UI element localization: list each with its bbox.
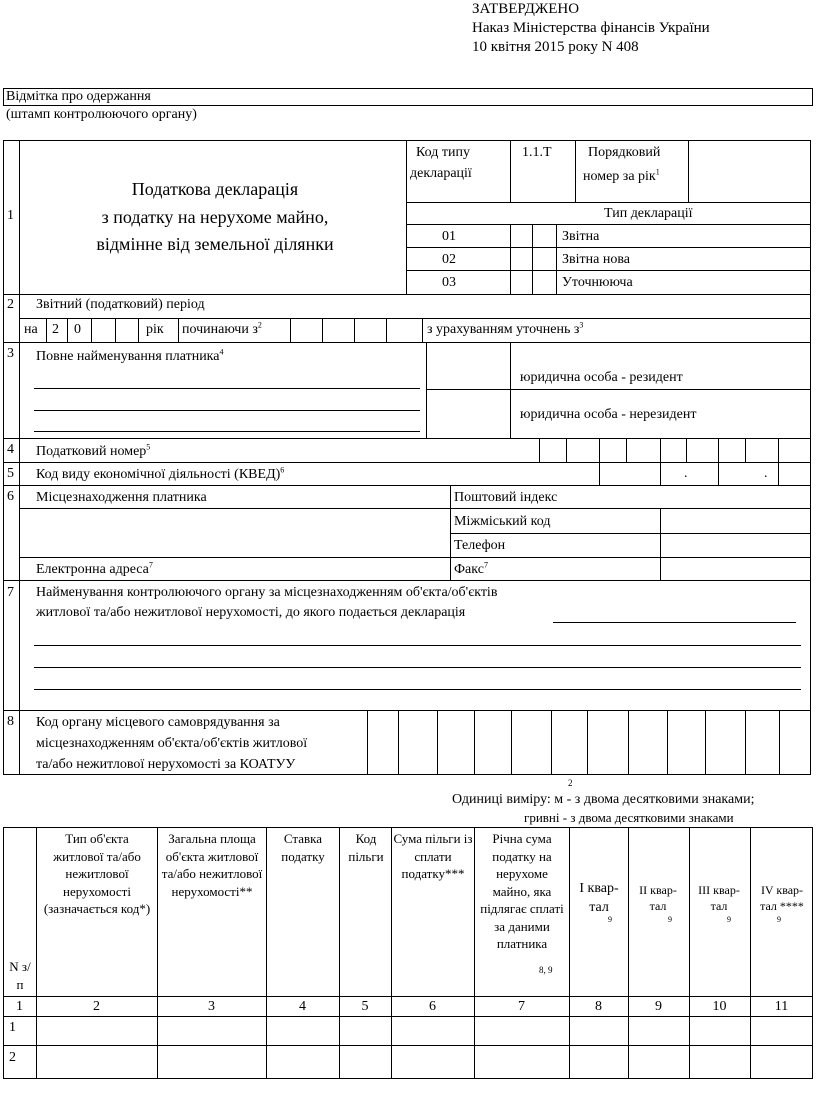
code-type-label-1: Код типу	[416, 145, 470, 160]
hline	[3, 462, 811, 463]
section-5-number: 5	[7, 466, 14, 481]
header-q2: II квар-тал	[639, 883, 677, 914]
divider	[511, 710, 512, 775]
hline	[3, 485, 811, 486]
hline	[3, 438, 811, 439]
header-q1: I квар-тал	[579, 881, 619, 915]
header-q4: IV квар-тал ****	[760, 883, 804, 914]
annual-sup: 8, 9	[539, 965, 553, 975]
col-num-3: 3	[208, 999, 215, 1014]
divider	[575, 140, 576, 202]
start-label: починаючи $з^2$	[182, 320, 262, 337]
ordinal-number-field[interactable]	[692, 146, 810, 194]
hline	[3, 996, 813, 997]
table-row: 1	[9, 1020, 16, 1035]
receipt-label: Відмітка про одержання	[6, 89, 151, 104]
divider	[290, 318, 291, 342]
divider	[667, 710, 668, 775]
kved-dot-1: .	[684, 466, 688, 481]
control-body-line2: житлової та/або нежитлової нерухомості, до якого подається декларація	[36, 605, 466, 620]
type-name-03: Уточнююча	[562, 275, 633, 290]
declaration-title-1: Податкова декларація	[131, 179, 299, 199]
hline	[19, 508, 811, 509]
divider	[551, 710, 552, 775]
period-na: на	[24, 322, 38, 337]
hline	[450, 533, 811, 534]
period-label: Звітний (податковий) період	[36, 297, 205, 312]
divider	[510, 140, 511, 202]
divider	[599, 438, 600, 462]
hline	[3, 710, 811, 711]
hline	[406, 224, 811, 225]
divider	[628, 710, 629, 775]
section-4-number: 4	[7, 442, 14, 457]
divider	[67, 318, 68, 342]
col-num-6: 6	[429, 999, 436, 1014]
location-label: Місцезнаходження платника	[36, 490, 207, 505]
fax-label: Факс$^7$	[454, 560, 488, 577]
approval-order: Наказ Міністерства фінансів України	[472, 20, 710, 36]
divider	[688, 140, 689, 202]
divider	[178, 318, 179, 342]
divider	[556, 224, 557, 294]
divider	[718, 438, 719, 462]
divider	[437, 710, 438, 775]
col-divider	[339, 827, 340, 1079]
postal-label: Поштовий індекс	[454, 490, 558, 505]
name-underline[interactable]	[34, 388, 420, 389]
col-divider	[266, 827, 267, 1079]
hline	[406, 247, 811, 248]
col-num-8: 8	[595, 999, 602, 1014]
name-underline[interactable]	[34, 410, 420, 411]
section-2-number: 2	[7, 297, 14, 312]
divider	[779, 710, 780, 775]
control-body-line1: Найменування контролюючого органу за місцезнаходженням об'єкта/об'єктів	[36, 585, 498, 600]
divider	[587, 710, 588, 775]
code-type-value: 1.1.Т	[522, 145, 552, 160]
q3-sup: 9	[727, 915, 731, 924]
divider	[532, 224, 533, 294]
header-q3: III квар-тал	[698, 883, 740, 914]
koatuu-line1: Код органу місцевого самоврядування за	[36, 715, 280, 730]
divider	[138, 318, 139, 342]
divider	[322, 318, 323, 342]
phone-label: Телефон	[454, 538, 506, 553]
divider	[705, 710, 706, 775]
header-type: Тип об'єкта житлової та/або нежитлової нерухомості (зазначається код*)	[43, 831, 151, 917]
divider	[718, 462, 719, 485]
col-divider	[474, 827, 475, 1079]
ordinal-label-1: Порядковий	[588, 145, 661, 160]
divider	[386, 318, 387, 342]
divider	[510, 224, 511, 294]
divider	[367, 710, 368, 775]
col-divider	[750, 827, 751, 1079]
table-row: 2	[9, 1050, 16, 1065]
divider	[686, 438, 687, 462]
divider	[660, 438, 661, 462]
resident-option: юридична особа - резидент	[520, 370, 683, 385]
col-num-5: 5	[361, 999, 369, 1014]
hline	[3, 342, 811, 343]
header-rate: Ставка податку	[281, 831, 325, 864]
header-area: Загальна площа об'єкта житлової та/або нежитлової нерухомості**	[161, 831, 263, 899]
q2-sup: 9	[668, 915, 672, 924]
tax-number-label: Податковий номер$^5$	[36, 442, 151, 459]
q1-sup: 9	[608, 915, 612, 924]
payer-name-label: Повне найменування платника$^4$	[36, 347, 224, 364]
section-1-number: 1	[7, 208, 14, 223]
divider	[398, 710, 399, 775]
divider	[426, 342, 427, 438]
col-divider	[689, 827, 690, 1079]
divider	[566, 438, 567, 462]
year-digit-1[interactable]: 2	[52, 322, 59, 337]
col-num-1: 1	[16, 999, 23, 1014]
koatuu-line3: та/або нежитлової нерухомості за КОАТУУ	[36, 757, 296, 772]
col-divider	[157, 827, 158, 1079]
type-code-03: 03	[442, 275, 456, 290]
divider	[626, 438, 627, 462]
section-7-number: 7	[7, 585, 14, 600]
divider	[745, 710, 746, 775]
units-line1: Одиниці виміру: м - з двома десятковими знаками;	[452, 792, 755, 807]
year-digit-2[interactable]: 0	[74, 322, 81, 337]
header-benefit-code: Код пільги	[348, 831, 384, 864]
hline	[3, 1016, 813, 1017]
control-body-underline[interactable]	[34, 689, 801, 690]
divider	[46, 318, 47, 342]
name-underline[interactable]	[34, 431, 420, 432]
q4-sup: 9	[777, 915, 781, 924]
hline	[426, 389, 811, 390]
declaration-title-2: з податку на нерухоме майно,	[101, 207, 329, 227]
type-name-02: Звітна нова	[562, 252, 630, 267]
section-6-number: 6	[7, 489, 14, 504]
hline	[406, 270, 811, 271]
decl-type-label: Тип декларації	[604, 206, 693, 221]
col-divider	[36, 827, 37, 1079]
divider	[354, 318, 355, 342]
divider	[599, 462, 600, 485]
intercity-label: Міжміський код	[454, 514, 551, 529]
col-num-7: 7	[518, 999, 525, 1014]
divider	[539, 438, 540, 462]
nonresident-option: юридична особа - нерезидент	[520, 407, 697, 422]
col-num-4: 4	[299, 999, 306, 1014]
receipt-stamp: (штамп контролюючого органу)	[6, 107, 197, 122]
divider	[660, 508, 661, 580]
divider	[91, 318, 92, 342]
clarif-label: з урахуванням уточнень $з^3$	[427, 320, 584, 337]
divider	[510, 342, 511, 438]
period-rik: рік	[146, 322, 164, 337]
control-body-underline[interactable]	[34, 645, 801, 646]
hline	[406, 202, 811, 203]
section-8-number: 8	[7, 714, 14, 729]
col-num-11: 11	[774, 999, 789, 1014]
divider	[115, 318, 116, 342]
approval-date: 10 квітня 2015 року N 408	[472, 39, 639, 55]
control-body-underline[interactable]	[553, 622, 796, 623]
col-num-2: 2	[93, 999, 100, 1014]
ordinal-label-2: номер за рік$^1$	[583, 167, 660, 184]
code-type-label-2: декларації	[410, 166, 472, 181]
section-3-number: 3	[7, 346, 14, 361]
kved-label: Код виду економічної діяльності (КВЕД)$^6$	[36, 465, 285, 482]
units-line2: гривні - з двома десятковими знаками	[524, 810, 734, 825]
hline	[3, 580, 811, 581]
approval-title: ЗАТВЕРДЖЕНО	[472, 1, 580, 17]
type-name-01: Звітна	[562, 229, 600, 244]
num-column-line	[19, 140, 20, 775]
divider	[422, 318, 423, 342]
col-divider	[391, 827, 392, 1079]
type-code-02: 02	[442, 252, 456, 267]
header-benefit-sum: Сума пільги із сплати податку***	[393, 831, 473, 882]
hline	[3, 1045, 813, 1046]
header-n: N з/п	[9, 959, 31, 992]
type-code-01: 01	[442, 229, 456, 244]
units-sup: 2	[568, 778, 573, 788]
header-annual: Річна сума податку на нерухоме майно, яка підлягає сплаті за даними платника	[480, 831, 564, 952]
col-num-9: 9	[655, 999, 662, 1014]
col-num-10: 10	[712, 999, 727, 1014]
divider	[745, 438, 746, 462]
kved-dot-2: .	[764, 466, 768, 481]
divider	[660, 462, 661, 485]
col-divider	[628, 827, 629, 1079]
divider	[474, 710, 475, 775]
col-divider	[569, 827, 570, 1079]
hline	[19, 557, 811, 558]
hline	[3, 294, 811, 295]
email-label: Електронна адреса$^7$	[36, 560, 153, 577]
declaration-title-3: відмінне від земельної ділянки	[96, 234, 334, 254]
divider	[778, 462, 779, 485]
control-body-underline[interactable]	[34, 667, 801, 668]
koatuu-line2: місцезнаходженням об'єкта/об'єктів житлової	[36, 736, 308, 751]
divider	[778, 438, 779, 462]
